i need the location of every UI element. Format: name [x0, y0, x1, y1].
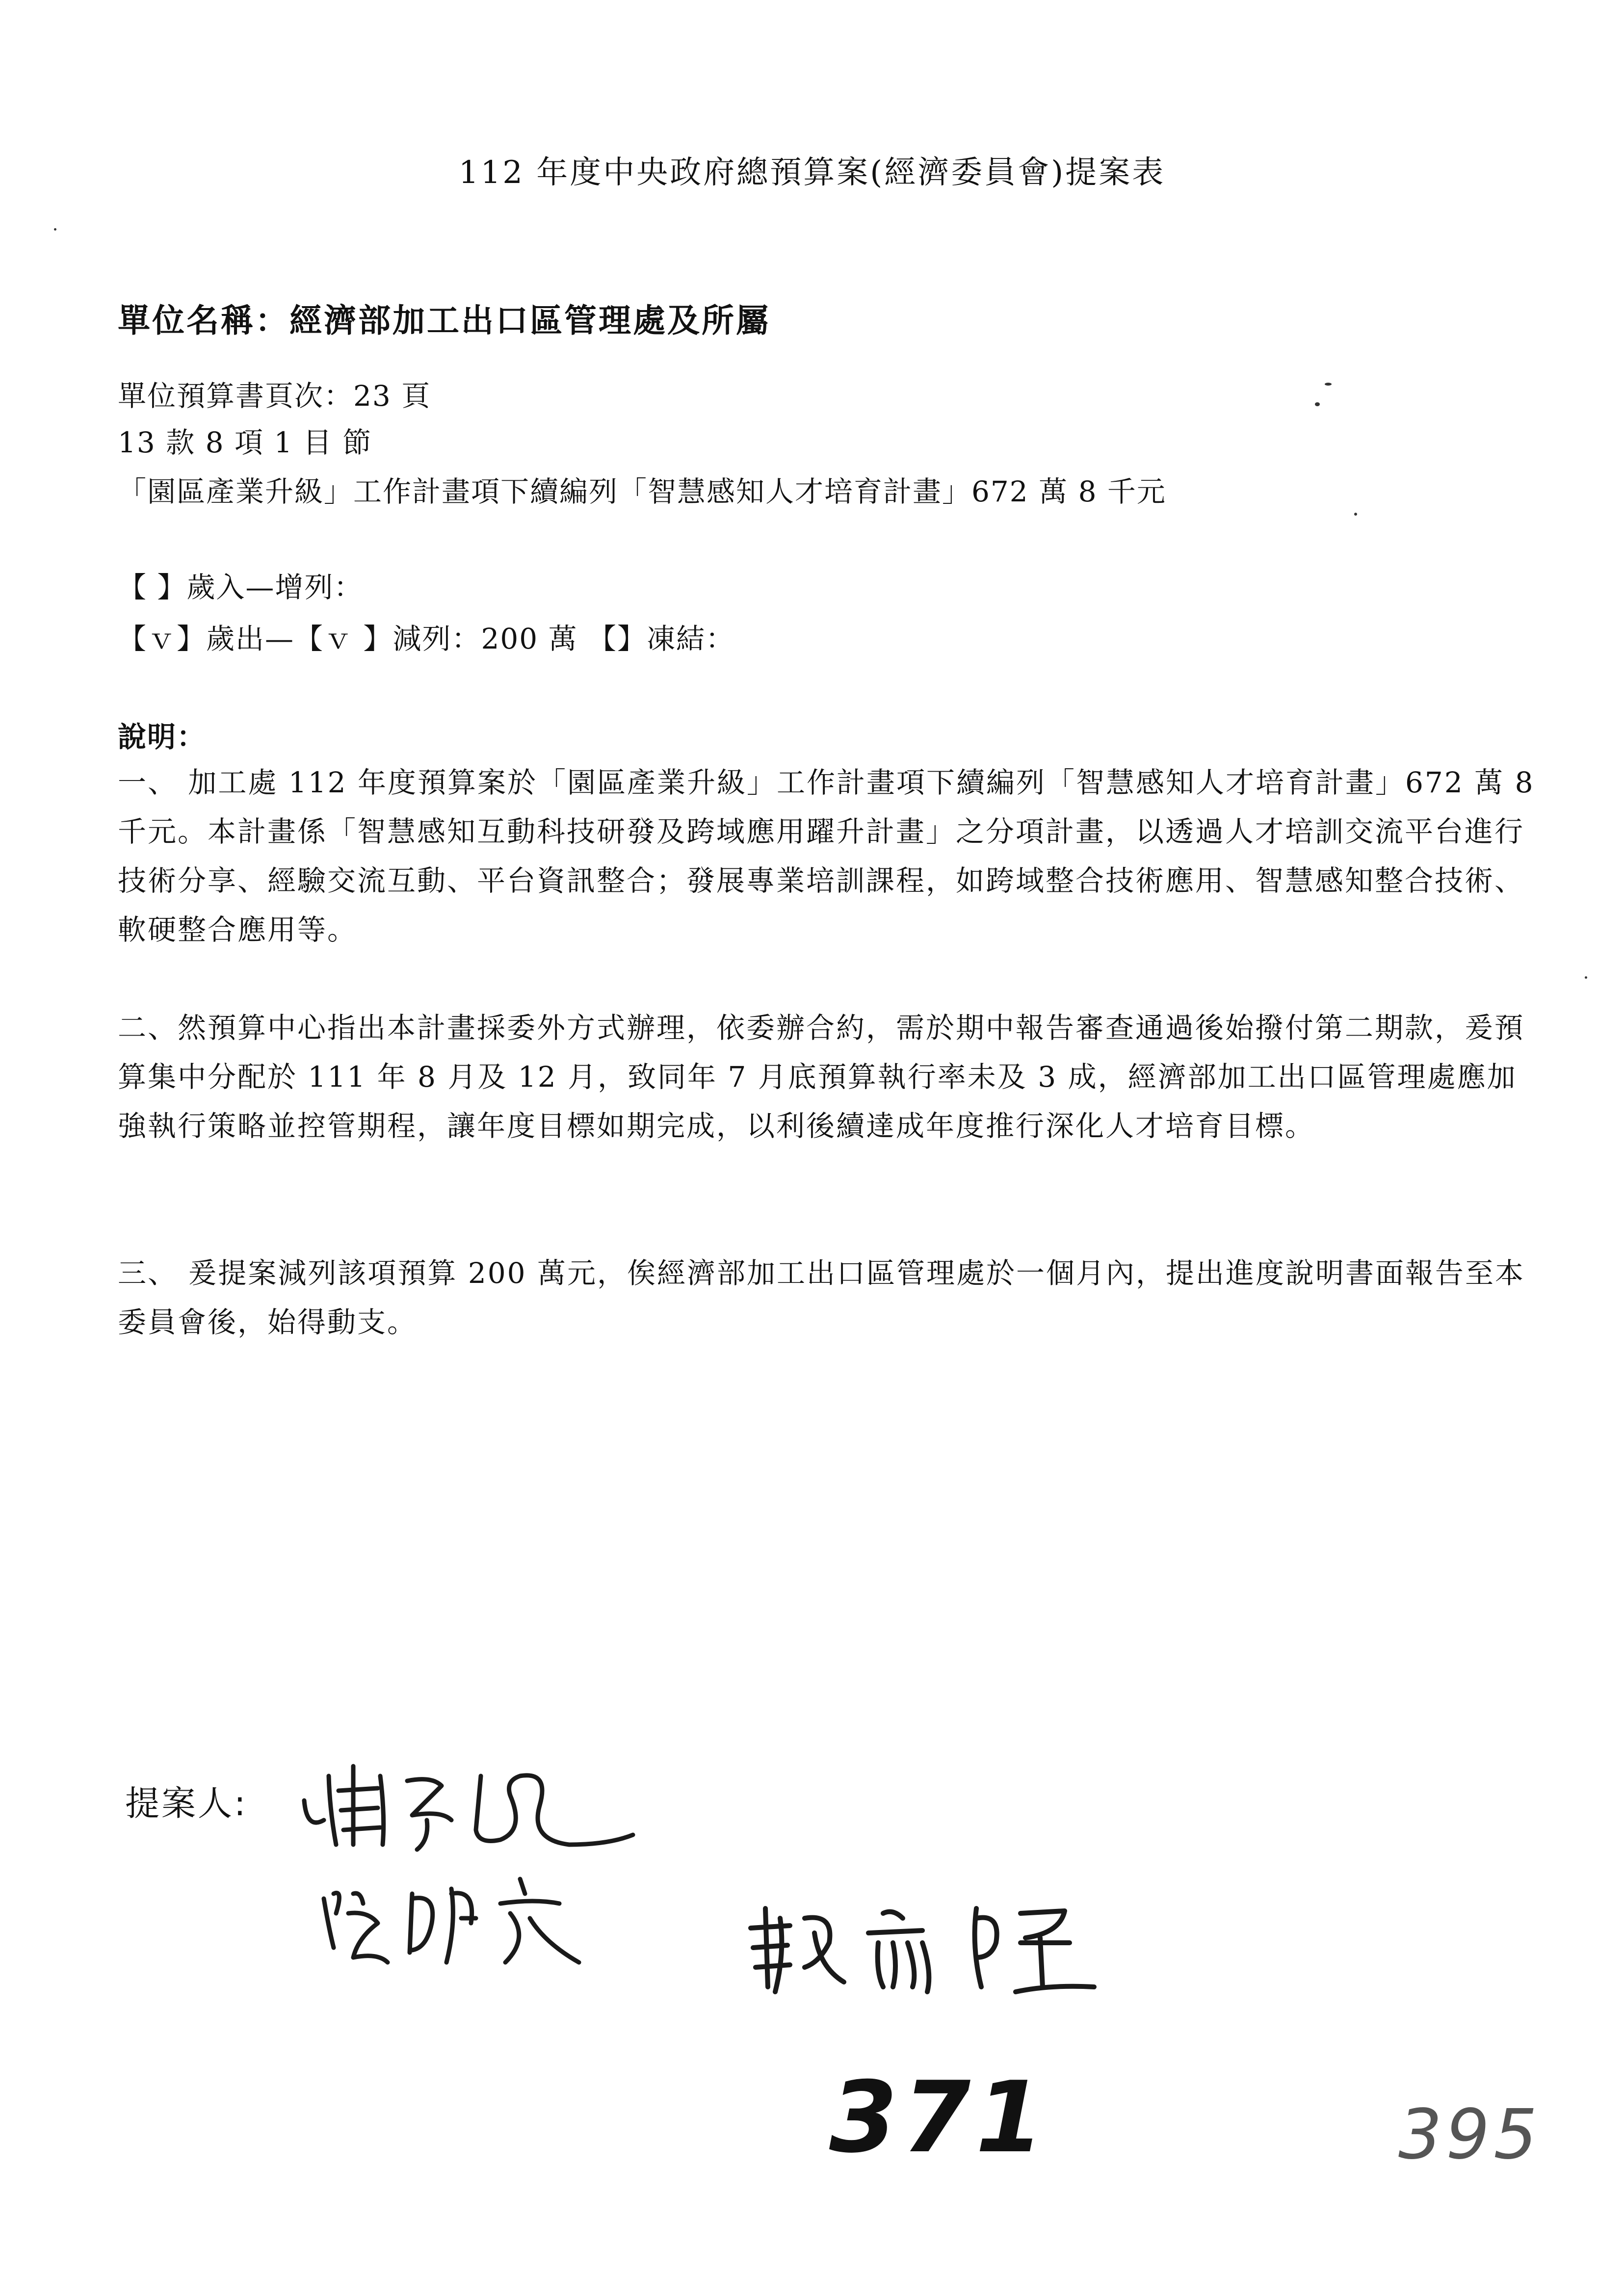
- scan-speck: [1325, 383, 1332, 386]
- explanation-text: 二、然預算中心指出本計畫採委外方式辦理，依委辦合約，需於期中報告審查通過後始撥付第二期款，爰預算集中分配於 111 年 8 月及 12 月，致同年 7 月底預算執行率未及 3 成，經濟部加工出口區管理處應加強執行策略並控管期程，讓年度目標如期完成，以利後續達成年度推行深化人才培育目標。: [118, 1011, 1525, 1143]
- plan-line: 「園區產業升級」工作計畫項下續編列「智慧感知人才培育計畫」672 萬 8 千元: [118, 475, 1166, 508]
- page-number-secondary: 395: [1398, 2095, 1542, 2175]
- page-number-main: 371: [829, 2061, 1049, 2175]
- signature-3: [746, 1889, 1099, 2002]
- explanation-item-3: [118, 1249, 1541, 1347]
- proposer-label: 提案人:: [125, 1783, 248, 1824]
- unit-name: 單位名稱：經濟部加工出口區管理處及所屬: [118, 301, 770, 339]
- explanation-label: 說明：: [118, 720, 207, 754]
- explanation-item-1: [118, 758, 1541, 954]
- scan-speck: [54, 228, 56, 231]
- signature-1: [294, 1747, 638, 1864]
- explanation-text: 三、 爰提案減列該項預算 200 萬元，俟經濟部加工出口區管理處於一個月內，提出進度說明書面報告至本委員會後，始得動支。: [118, 1256, 1525, 1339]
- signature-2: [314, 1864, 608, 1972]
- scan-speck: [1354, 513, 1357, 516]
- explanation-text: 一、 加工處 112 年度預算案於「園區產業升級」工作計畫項下續編列「智慧感知人才培育計畫」672 萬 8 千元。本計畫係「智慧感知互動科技研發及跨域應用躍升計畫」之分項計畫，以透過人才培訓交流平台進行技術分享、經驗交流互動、平台資訊整合；發展專業培訓課程，如跨域整合技術應用、智慧感知整合技術、軟硬整合應用等。: [118, 766, 1535, 946]
- budget-item: 13 款 8 項 1 目 節: [118, 426, 372, 459]
- expense-line: 【ｖ】歲出—【ｖ 】減列：200 萬 【】凍結：: [118, 622, 735, 655]
- budget-page: 單位預算書頁次：23 頁: [118, 379, 431, 413]
- revenue-line: 【 】歲入—增列：: [118, 571, 364, 604]
- explanation-item-2: [118, 1003, 1541, 1150]
- document-title: 112 年度中央政府總預算案(經濟委員會)提案表: [458, 155, 1166, 191]
- scan-speck: [1315, 402, 1320, 406]
- scan-speck: [1585, 976, 1587, 979]
